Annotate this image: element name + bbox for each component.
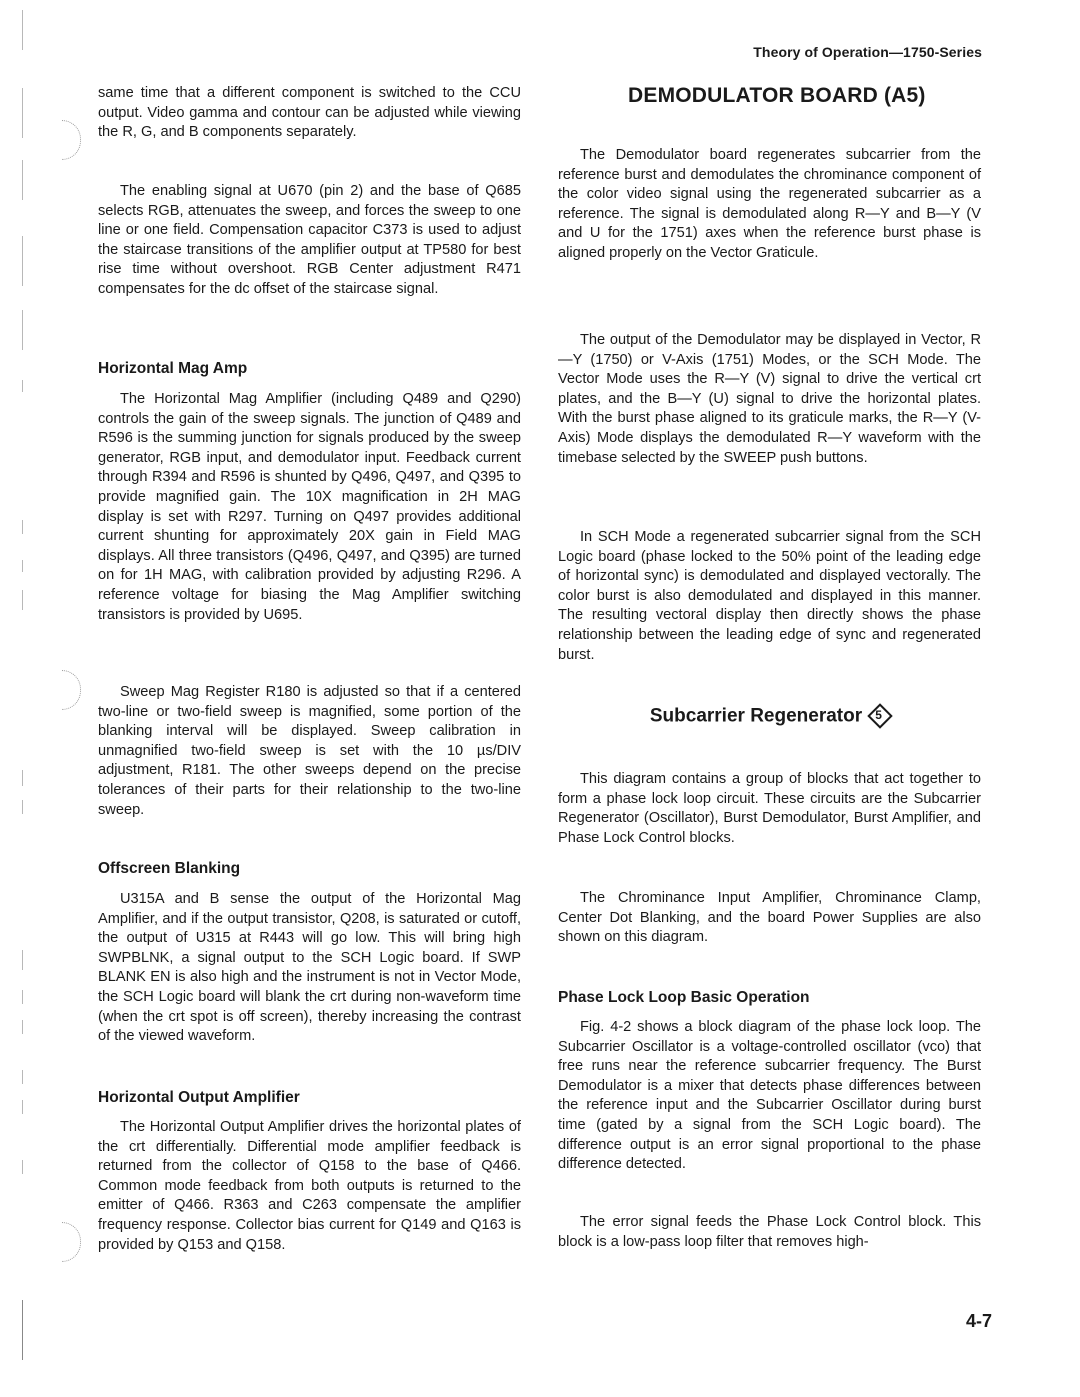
section-heading-phase-lock-loop: Phase Lock Loop Basic Operation (558, 989, 810, 1006)
enabling-signal-paragraph: The enabling signal at U670 (pin 2) and the base of Q685 selects RGB, attenuates the sweep, and forces the sweep to one line or one field. Compensation capacitor C373 is used to adjust the staircase transitions of the amplifier output at TP580 for best rise time without overshoot. RGB Center adjustment R471 compensates for the dc offset of the staircase signal. (98, 183, 521, 297)
binding-margin-marks (22, 0, 26, 1397)
section-heading-subcarrier-regenerator (558, 706, 981, 727)
horizontal-mag-amp-paragraph: The Horizontal Mag Amplifier (including Q489 and Q290) controls the gain of the sweep signals. The junction of Q489 and R596 is the summing junction for signals produced by the sweep generator, RGB input, and demodulator input. Feedback current through R394 and R596 is shunted by Q496, Q497, and Q395 to provide magnified gain. The 10X magnification in 2H MAG display is set with R297. Turning on Q497 provides additional current shunting for approximately 20X gain in Field MAG displays. All three transistors (Q496, Q497, and Q395) are turned on for 1H MAG, with calibration provided by adjusting R296. A reference voltage for biasing the Mag Amplifier switching transistors is provided by U695. (98, 391, 521, 623)
section-title-demodulator-board: DEMODULATOR BOARD (A5) (628, 84, 926, 107)
subcarrier-regenerator-paragraph-2: The Chrominance Input Amplifier, Chrominance Clamp, Center Dot Blanking, and the board Power Supplies are also shown on this diagram. (558, 890, 981, 946)
demodulator-board-paragraph-1: The Demodulator board regenerates subcarrier from the reference burst and demodulates the chrominance component of the color video signal using the regenerated subcarrier as a reference. The signal is demodulated along R—Y and B—Y (V and U for the 1751) axes when the reference burst phase is aligned properly on the Vector Graticule. (558, 147, 981, 261)
section-heading-horizontal-mag-amp: Horizontal Mag Amp (98, 360, 248, 377)
diagram-number-diamond-icon (868, 704, 889, 725)
running-head: Theory of Operation—1750-Series (753, 44, 982, 60)
intro-paragraph: same time that a different component is switched to the CCU output. Video gamma and contour can be adjusted while viewing the R, G, and B components separately. (98, 85, 521, 141)
phase-lock-loop-paragraph-2: The error signal feeds the Phase Lock Control block. This block is a low-pass loop filter that removes high- (558, 1214, 981, 1250)
section-heading-offscreen-blanking: Offscreen Blanking (98, 860, 241, 877)
diagram-number: 5 (875, 708, 882, 722)
demodulator-board-paragraph-2: The output of the Demodulator may be displayed in Vector, R—Y (1750) or V-Axis (1751) Modes, or the SCH Mode. The Vector Mode uses the R—Y (V) signal to drive the vertical crt plates, and the B—Y (U) signal to drive the horizontal plates. With the burst phase aligned to its graticule marks, the R—Y (V-Axis) Mode displays the demodulated R—Y waveform with the timebase selected by the SWEEP push buttons. (558, 332, 981, 466)
punch-hole-mark (62, 670, 81, 710)
horizontal-output-amplifier-paragraph: The Horizontal Output Amplifier drives the horizontal plates of the crt differentially. Differential mode amplifier feedback is returned from the collector of Q158 to the base of Q466. Common mode feedback from both outputs is returned to the emitter of Q466. R363 and C263 compensate the amplifier frequency response. Collector bias current for Q149 and Q163 is provided by Q153 and Q158. (98, 1119, 521, 1253)
punch-hole-mark (62, 1222, 81, 1262)
punch-hole-mark (62, 120, 81, 160)
section-heading-horizontal-output-amplifier: Horizontal Output Amplifier (98, 1089, 300, 1106)
subcarrier-regenerator-title: Subcarrier Regenerator (649, 705, 863, 727)
subcarrier-regenerator-paragraph-1: This diagram contains a group of blocks that act together to form a phase lock loop circuit. These circuits are the Subcarrier Regenerator (Oscillator), Burst Demodulator, Burst Amplifier, and Phase Lock Control blocks. (558, 771, 981, 846)
offscreen-blanking-paragraph: U315A and B sense the output of the Horizontal Mag Amplifier, and if the output transistor, Q208, is saturated or cutoff, the output of U315 at R443 will go low. This will bring high SWPBLNK, a signal output to the SCH Logic board. If SWP BLANK EN is also high and the instrument is not in Vector Mode, the SCH Logic board will blank the crt during non-waveform time (when the crt spot is off screen), thereby increasing the contrast of the viewed waveform. (98, 891, 521, 1045)
phase-lock-loop-paragraph-1: Fig. 4-2 shows a block diagram of the phase lock loop. The Subcarrier Oscillator is a voltage-controlled oscillator (vco) that free runs near the reference subcarrier frequency. The Burst Demodulator is a mixer that detects phase differences between the reference input and the Subcarrier Oscillator during burst time (gated by a signal from the SCH Logic board). The difference output is an error signal proportional to the phase difference detected. (558, 1019, 981, 1173)
sweep-mag-register-paragraph: Sweep Mag Register R180 is adjusted so that if a centered two-line or two-field sweep is magnified, some portion of the blanking interval will be displayed. Sweep calibration in unmagnified two-field sweep is set with the 10 µs/DIV adjustment, R181. The other sweeps depend on the precise tolerances of their parts for their relationship to the two-line sweep. (98, 684, 521, 818)
demodulator-board-paragraph-3: In SCH Mode a regenerated subcarrier signal from the SCH Logic board (phase locked to the 50% point of the leading edge of horizontal sync) is demodulated and displayed vectorally. The color burst is also demodulated and displayed in this manner. The resulting vectoral display then directly shows the phase relationship between the leading edge of sync and regenerated burst. (558, 529, 981, 663)
page-number: 4-7 (965, 1311, 992, 1331)
